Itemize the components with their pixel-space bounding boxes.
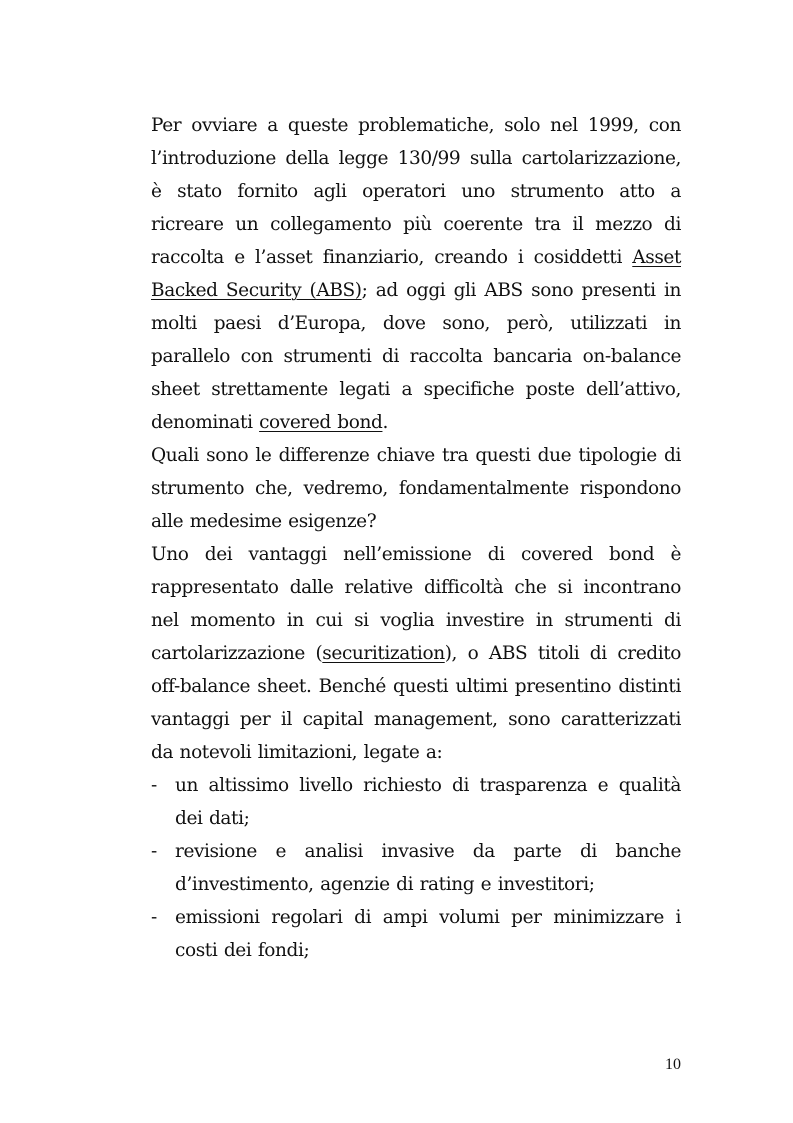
list-item-text: un altissimo livello richiesto di trasparenza e qualità dei dati;: [175, 775, 681, 829]
bullet-dash: -: [151, 841, 157, 862]
limitations-list: [151, 769, 681, 967]
list-item: [151, 901, 681, 967]
list-item-text: revisione e analisi invasive da parte di banche d’investimento, agenzie di rating e investitori;: [175, 841, 681, 895]
list-item-text: emissioni regolari di ampi volumi per minimizzare i costi dei fondi;: [175, 907, 681, 961]
list-item: [151, 769, 681, 835]
paragraph-text: .: [382, 412, 388, 433]
paragraph-text: Uno dei vantaggi nell’emissione di covered bond è rappresentato dalle relative difficoltà che si incontrano nel momento in cui si voglia investire in strumenti di cartolarizzazione (: [151, 544, 681, 664]
paragraph-text: ; ad oggi gli ABS sono presenti in molti paesi d’Europa, dove sono, però, utilizzati in parallelo con strumenti di raccolta bancaria on-balance sheet strettamente legati a specifiche poste dell’attivo, denominati: [151, 280, 681, 433]
term-securitization: securitization: [322, 643, 445, 664]
paragraph-question: Quali sono le differenze chiave tra questi due tipologie di strumento che, vedremo, fondamentalmente rispondono alle medesime esigenze?: [151, 445, 681, 532]
paragraph-text: ), o ABS titoli di credito off-balance sheet. Benché questi ultimi presentino distinti vantaggi per il capital management, sono caratterizzati da notevoli limitazioni, legate a:: [151, 643, 682, 763]
document-body: [151, 109, 681, 967]
bullet-dash: -: [151, 775, 157, 796]
paragraph-abs-intro: [151, 109, 681, 439]
paragraph-text: Per ovviare a queste problematiche, solo nel 1999, con l’introduzione della legge 130/99 sulla cartolarizzazione, è stato fornito agli operatori uno strumento atto a ricreare un collegamento più coerente tra il mezzo di raccolta e l’asset finanziario, creando i cosiddetti: [151, 115, 681, 268]
page-number: 10: [665, 1056, 681, 1073]
term-covered-bond: covered bond: [259, 412, 383, 433]
paragraph-advantages: [151, 538, 681, 769]
bullet-dash: -: [151, 907, 157, 928]
term-asset-backed-security: Asset Backed Security (ABS): [151, 247, 681, 301]
list-item: [151, 835, 681, 901]
